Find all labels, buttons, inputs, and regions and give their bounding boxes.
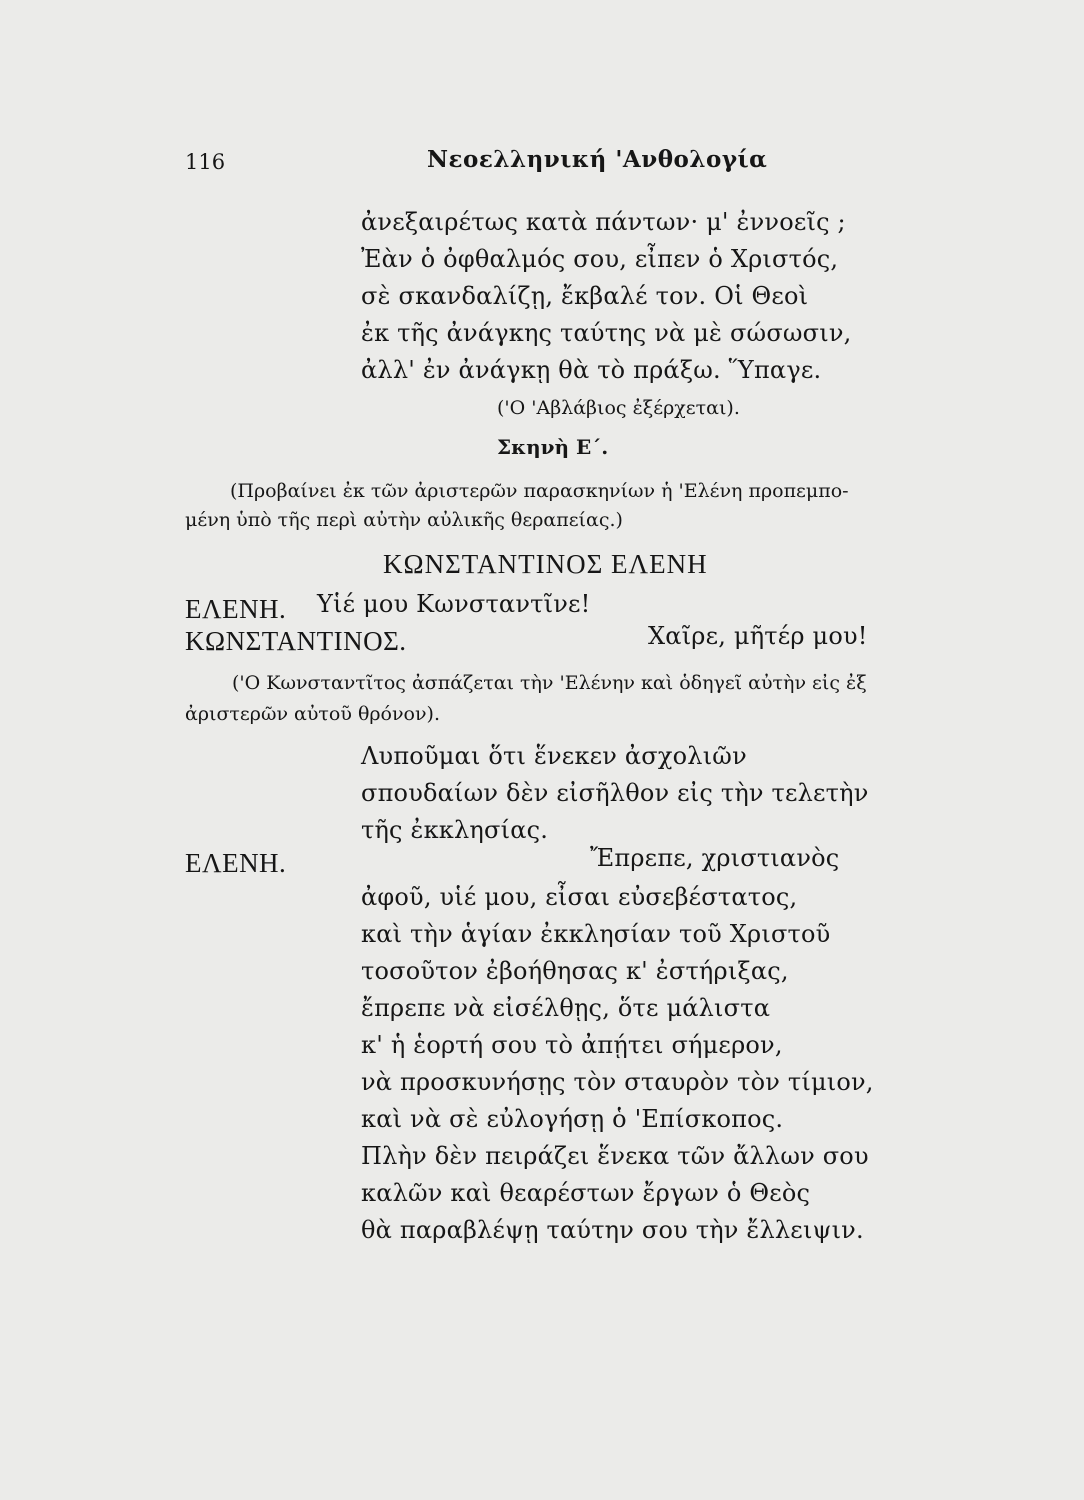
dialogue-1-text: Υἱέ μου Κωνσταντῖνε!: [317, 590, 591, 618]
stage-direction-2-line-1: ('Ο Κωνσταντῖτος ἀσπάζεται τὴν 'Ελένην καὶ ὁδηγεῖ αὐτὴν εἰς ἐξ: [232, 672, 867, 694]
verse-line: Ἐὰν ὁ ὀφθαλμός σου, εἶπεν ὁ Χριστός,: [361, 245, 839, 273]
verse-line: τῆς ἐκκλησίας.: [361, 816, 549, 844]
scene-heading: Σκηνὴ Ε΄.: [497, 435, 609, 459]
verse-line: νὰ προσκυνήσῃς τὸν σταυρὸν τὸν τίμιον,: [361, 1068, 874, 1096]
verse-line: καλῶν καὶ θεαρέστων ἔργων ὁ Θεὸς: [361, 1179, 811, 1207]
verse-line: σὲ σκανδαλίζῃ, ἔκβαλέ τον. Οἱ Θεοὶ: [361, 282, 809, 310]
verse-line: ἀλλ' ἐν ἀνάγκῃ θὰ τὸ πράξω. Ὕπαγε.: [361, 356, 822, 384]
stage-direction-1-line-1: (Προβαίνει ἐκ τῶν ἀριστερῶν παρασκηνίων ἡ 'Ελένη προπεμπο-: [230, 480, 849, 502]
stage-direction-2-line-2: ἀριστερῶν αὐτοῦ θρόνον).: [185, 703, 440, 725]
verse-line: τοσοῦτον ἐβοήθησας κ' ἐστήριξας,: [361, 957, 789, 985]
stage-direction-1-line-2: μένη ὑπὸ τῆς περὶ αὐτὴν αὐλικῆς θεραπείας.): [185, 509, 623, 531]
verse-line: ἀφοῦ, υἱέ μου, εἶσαι εὐσεβέστατος,: [361, 883, 798, 911]
verse-line: θὰ παραβλέψῃ ταύτην σου τὴν ἔλλειψιν.: [361, 1216, 864, 1244]
verse-line: καὶ νὰ σὲ εὐλογήσῃ ὁ 'Επίσκοπος.: [361, 1105, 784, 1133]
verse-block-2: [361, 738, 869, 849]
speaker-konstantinos: ΚΩΝΣΤΑΝΤΙΝΟΣ.: [185, 626, 407, 656]
verse-line: κ' ἡ ἑορτή σου τὸ ἀπῄτει σήμερον,: [361, 1031, 783, 1059]
running-title: Νεοελληνική 'Ανθολογία: [427, 146, 768, 173]
speaker-eleni: ΕΛΕΝΗ.: [185, 594, 287, 624]
verse-block-3: [361, 879, 874, 1249]
speaker-eleni: ΕΛΕΝΗ.: [185, 848, 287, 878]
characters-heading: ΚΩΝΣΤΑΝΤΙΝΟΣ ΕΛΕΝΗ: [383, 549, 708, 579]
dialogue-3-first-line: Ἔπρεπε, χριστιανὸς: [590, 844, 840, 872]
page-number: 116: [185, 150, 226, 174]
verse-block-1: [361, 204, 851, 389]
dialogue-2-text: Χαῖρε, μῆτέρ μου!: [648, 622, 868, 650]
verse-line: Λυποῦμαι ὅτι ἕνεκεν ἀσχολιῶν: [361, 742, 747, 770]
verse-line: σπουδαίων δὲν εἰσῆλθον εἰς τὴν τελετὴν: [361, 779, 869, 807]
verse-line: ἔπρεπε νὰ εἰσέλθῃς, ὅτε μάλιστα: [361, 994, 771, 1022]
verse-line: ἐκ τῆς ἀνάγκης ταύτης νὰ μὲ σώσωσιν,: [361, 319, 852, 347]
exit-direction: ('Ο 'Αβλάβιος ἐξέρχεται).: [497, 397, 740, 419]
verse-line: Πλὴν δὲν πειράζει ἕνεκα τῶν ἄλλων σου: [361, 1142, 869, 1170]
verse-line: ἀνεξαιρέτως κατὰ πάντων· μ' ἐννοεῖς ;: [361, 208, 846, 236]
verse-line: καὶ τὴν ἁγίαν ἐκκλησίαν τοῦ Χριστοῦ: [361, 920, 831, 948]
